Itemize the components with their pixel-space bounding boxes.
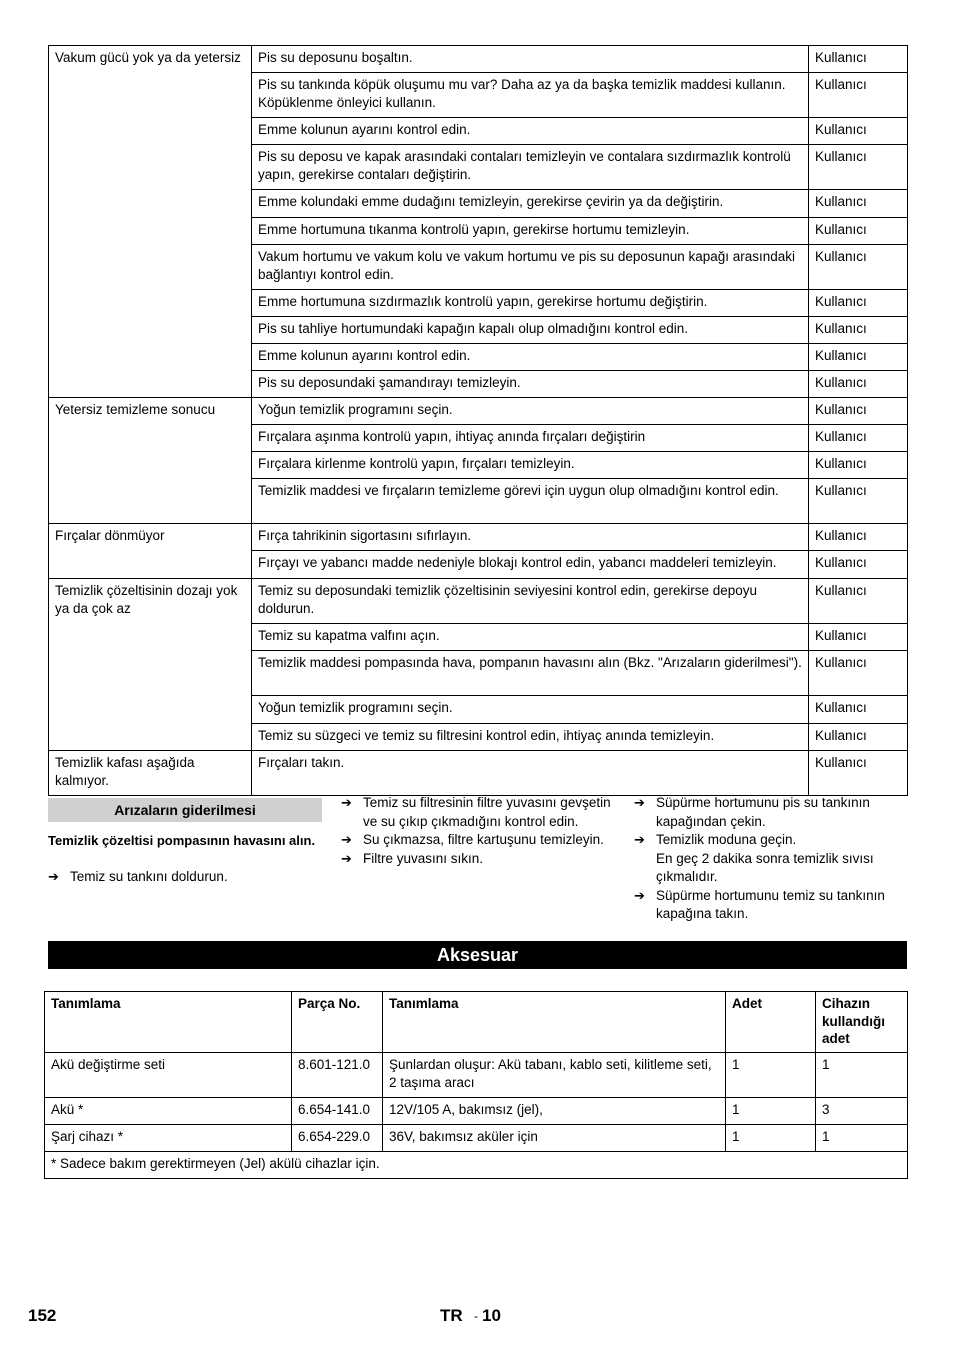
- header-cell: Parça No.: [292, 992, 383, 1053]
- table-cell: 36V, bakımsız aküler için: [383, 1125, 726, 1152]
- responsible-cell: Kullanıcı: [809, 73, 908, 118]
- remedy-cell: Yoğun temizlik programını seçin.: [252, 696, 809, 724]
- language-page-number: 10: [482, 1306, 501, 1325]
- table-cell: 12V/105 A, bakımsız (jel),: [383, 1098, 726, 1125]
- remedy-cell: Pis su deposunu boşaltın.: [252, 46, 809, 73]
- arrow-right-icon: ➔: [48, 869, 59, 884]
- repair-steps-column-3: [634, 794, 908, 924]
- remedy-cell: Pis su tahliye hortumundaki kapağın kapalı olup olmadığını kontrol edin.: [252, 317, 809, 344]
- responsible-cell: Kullanıcı: [809, 46, 908, 73]
- responsible-cell: Kullanıcı: [809, 724, 908, 751]
- header-cell: Adet: [726, 992, 816, 1053]
- responsible-cell: Kullanıcı: [809, 479, 908, 524]
- fault-cell: Yetersiz temizleme sonucu: [49, 398, 252, 524]
- remedy-cell: Pis su deposundaki şamandırayı temizleyin.: [252, 371, 809, 398]
- responsible-cell: Kullanıcı: [809, 290, 908, 317]
- table-cell: 8.601-121.0: [292, 1053, 383, 1098]
- table-row: [45, 1053, 908, 1098]
- remedy-cell: Temizlik maddesi ve fırçaların temizleme görevi için uygun olup olmadığını kontrol edin.: [252, 479, 809, 524]
- responsible-cell: Kullanıcı: [809, 524, 908, 551]
- step-text: Temizlik moduna geçin.: [656, 832, 797, 847]
- repair-steps-column-1: [48, 868, 318, 887]
- header-cell: Tanımlama: [45, 992, 292, 1053]
- table-cell: Şarj cihazı *: [45, 1125, 292, 1152]
- remedy-cell: Temiz su süzgeci ve temiz su filtresini kontrol edin, ihtiyaç anında temizleyin.: [252, 724, 809, 751]
- arrow-right-icon: ➔: [341, 832, 352, 847]
- repair-steps-column-2: [341, 794, 617, 868]
- table-row: [49, 524, 908, 551]
- remedy-cell: Fırçayı ve yabancı madde nedeniyle blokajı kontrol edin, yabancı maddeleri temizleyin.: [252, 551, 809, 579]
- accessories-table: [44, 991, 908, 1179]
- accessories-header-row: [45, 992, 908, 1053]
- fault-cell: Temizlik çözeltisinin dozajı yok ya da çok az: [49, 579, 252, 751]
- table-cell: Akü değiştirme seti: [45, 1053, 292, 1098]
- arrow-right-icon: ➔: [341, 795, 352, 810]
- table-cell: 1: [726, 1098, 816, 1125]
- responsible-cell: Kullanıcı: [809, 425, 908, 452]
- responsible-cell: Kullanıcı: [809, 551, 908, 579]
- header-cell: Cihazın kullandığı adet: [816, 992, 908, 1053]
- table-cell: 3: [816, 1098, 908, 1125]
- step-text: Su çıkmazsa, filtre kartuşunu temizleyin.: [363, 832, 604, 847]
- fault-cell: Fırçalar dönmüyor: [49, 524, 252, 579]
- remedy-cell: Fırça tahrikinin sigortasını sıfırlayın.: [252, 524, 809, 551]
- language-code: TR: [440, 1306, 463, 1325]
- troubleshooting-table: [48, 45, 908, 796]
- remedy-cell: Pis su deposu ve kapak arasındaki contaları temizleyin ve contalara sızdırmazlık kontrolü yapın, gerekirse contaları değiştirin.: [252, 145, 809, 190]
- responsible-cell: Kullanıcı: [809, 624, 908, 651]
- responsible-cell: Kullanıcı: [809, 118, 908, 145]
- responsible-cell: Kullanıcı: [809, 696, 908, 724]
- responsible-cell: Kullanıcı: [809, 579, 908, 624]
- responsible-cell: Kullanıcı: [809, 218, 908, 245]
- step-text: Süpürme hortumunu temiz su tankının kapağına takın.: [656, 887, 885, 921]
- section-heading-accessories: Aksesuar: [48, 941, 907, 969]
- step-text: Filtre yuvasını sıkın.: [363, 850, 484, 866]
- remedy-cell: Emme kolundaki emme dudağını temizleyin, gerekirse çevirin ya da değiştirin.: [252, 190, 809, 218]
- table-cell: 1: [816, 1125, 908, 1152]
- table-row: [49, 579, 908, 624]
- footnote-cell: * Sadece bakım gerektirmeyen (Jel) akülü cihazlar için.: [45, 1152, 908, 1179]
- remedy-cell: Fırçalara aşınma kontrolü yapın, ihtiyaç anında fırçaları değiştirin: [252, 425, 809, 452]
- remedy-cell: Fırçaları takın.: [252, 751, 809, 796]
- page-number: 152: [28, 1306, 57, 1325]
- arrow-right-icon: ➔: [341, 850, 352, 866]
- step-item: [48, 868, 318, 887]
- step-text: Süpürme hortumunu pis su tankının kapağından çekin.: [656, 795, 870, 829]
- responsible-cell: Kullanıcı: [809, 190, 908, 218]
- responsible-cell: Kullanıcı: [809, 751, 908, 796]
- step-item: [341, 831, 617, 850]
- step-item: [634, 831, 908, 850]
- remedy-cell: Vakum hortumu ve vakum kolu ve vakum hortumu ve pis su deposunun kapağı arasındaki bağlantıyı kontrol edin.: [252, 245, 809, 290]
- step-note: [634, 850, 908, 887]
- responsible-cell: Kullanıcı: [809, 398, 908, 425]
- step-text: Temiz su tankını doldurun.: [70, 869, 228, 884]
- arrow-right-icon: ➔: [634, 795, 645, 810]
- responsible-cell: Kullanıcı: [809, 371, 908, 398]
- responsible-cell: Kullanıcı: [809, 344, 908, 371]
- remedy-cell: Yoğun temizlik programını seçin.: [252, 398, 809, 425]
- table-cell: 6.654-141.0: [292, 1098, 383, 1125]
- remedy-cell: Temiz su deposundaki temizlik çözeltisinin seviyesini kontrol edin, gerekirse depoyu doldurun.: [252, 579, 809, 624]
- arrow-right-icon: ➔: [634, 887, 645, 903]
- table-row: [49, 46, 908, 73]
- arrow-right-icon: ➔: [634, 832, 645, 847]
- table-cell: 1: [726, 1125, 816, 1152]
- step-item: [341, 794, 617, 831]
- responsible-cell: Kullanıcı: [809, 317, 908, 344]
- responsible-cell: Kullanıcı: [809, 452, 908, 479]
- responsible-cell: Kullanıcı: [809, 651, 908, 696]
- table-row: [49, 751, 908, 796]
- remedy-cell: Emme kolunun ayarını kontrol edin.: [252, 344, 809, 371]
- table-row: [49, 398, 908, 425]
- step-item: [634, 887, 908, 924]
- table-cell: Akü *: [45, 1098, 292, 1125]
- remedy-cell: Emme kolunun ayarını kontrol edin.: [252, 118, 809, 145]
- remedy-cell: Fırçalara kirlenme kontrolü yapın, fırçaları temizleyin.: [252, 452, 809, 479]
- table-cell: Şunlardan oluşur: Akü tabanı, kablo seti, kilitleme seti, 2 taşıma aracı: [383, 1053, 726, 1098]
- step-text: Temiz su filtresinin filtre yuvasını gevşetin ve su çıkıp çıkmadığını kontrol edin.: [363, 795, 611, 829]
- fault-cell: Temizlik kafası aşağıda kalmıyor.: [49, 751, 252, 796]
- responsible-cell: Kullanıcı: [809, 145, 908, 190]
- remedy-cell: Emme hortumuna tıkanma kontrolü yapın, gerekirse hortumu temizleyin.: [252, 218, 809, 245]
- footer-separator: -: [474, 1309, 478, 1323]
- table-cell: 1: [816, 1053, 908, 1098]
- step-item: [634, 794, 908, 831]
- remedy-cell: Temizlik maddesi pompasında hava, pompanın havasını alın (Bkz. "Arızaların giderilmesi").: [252, 651, 809, 696]
- table-cell: 6.654-229.0: [292, 1125, 383, 1152]
- footnote-row: [45, 1152, 908, 1179]
- remedy-cell: Emme hortumuna sızdırmazlık kontrolü yapın, gerekirse hortumu değiştirin.: [252, 290, 809, 317]
- table-row: [45, 1098, 908, 1125]
- remedy-cell: Temiz su kapatma valfını açın.: [252, 624, 809, 651]
- step-note-text: En geç 2 dakika sonra temizlik sıvısı çıkmalıdır.: [656, 850, 874, 884]
- table-row: [45, 1125, 908, 1152]
- remedy-cell: Pis su tankında köpük oluşumu mu var? Daha az ya da başka temizlik maddesi kullanın. Köpüklenme önleyici kullanın.: [252, 73, 809, 118]
- header-cell: Tanımlama: [383, 992, 726, 1053]
- subheading-bleed-pump: Temizlik çözeltisi pompasının havasını alın.: [48, 833, 316, 848]
- fault-cell: Vakum gücü yok ya da yetersiz: [49, 46, 252, 398]
- step-item: [341, 850, 617, 869]
- table-cell: 1: [726, 1053, 816, 1098]
- section-heading-troubleshooting: Arızaların giderilmesi: [48, 798, 322, 822]
- responsible-cell: Kullanıcı: [809, 245, 908, 290]
